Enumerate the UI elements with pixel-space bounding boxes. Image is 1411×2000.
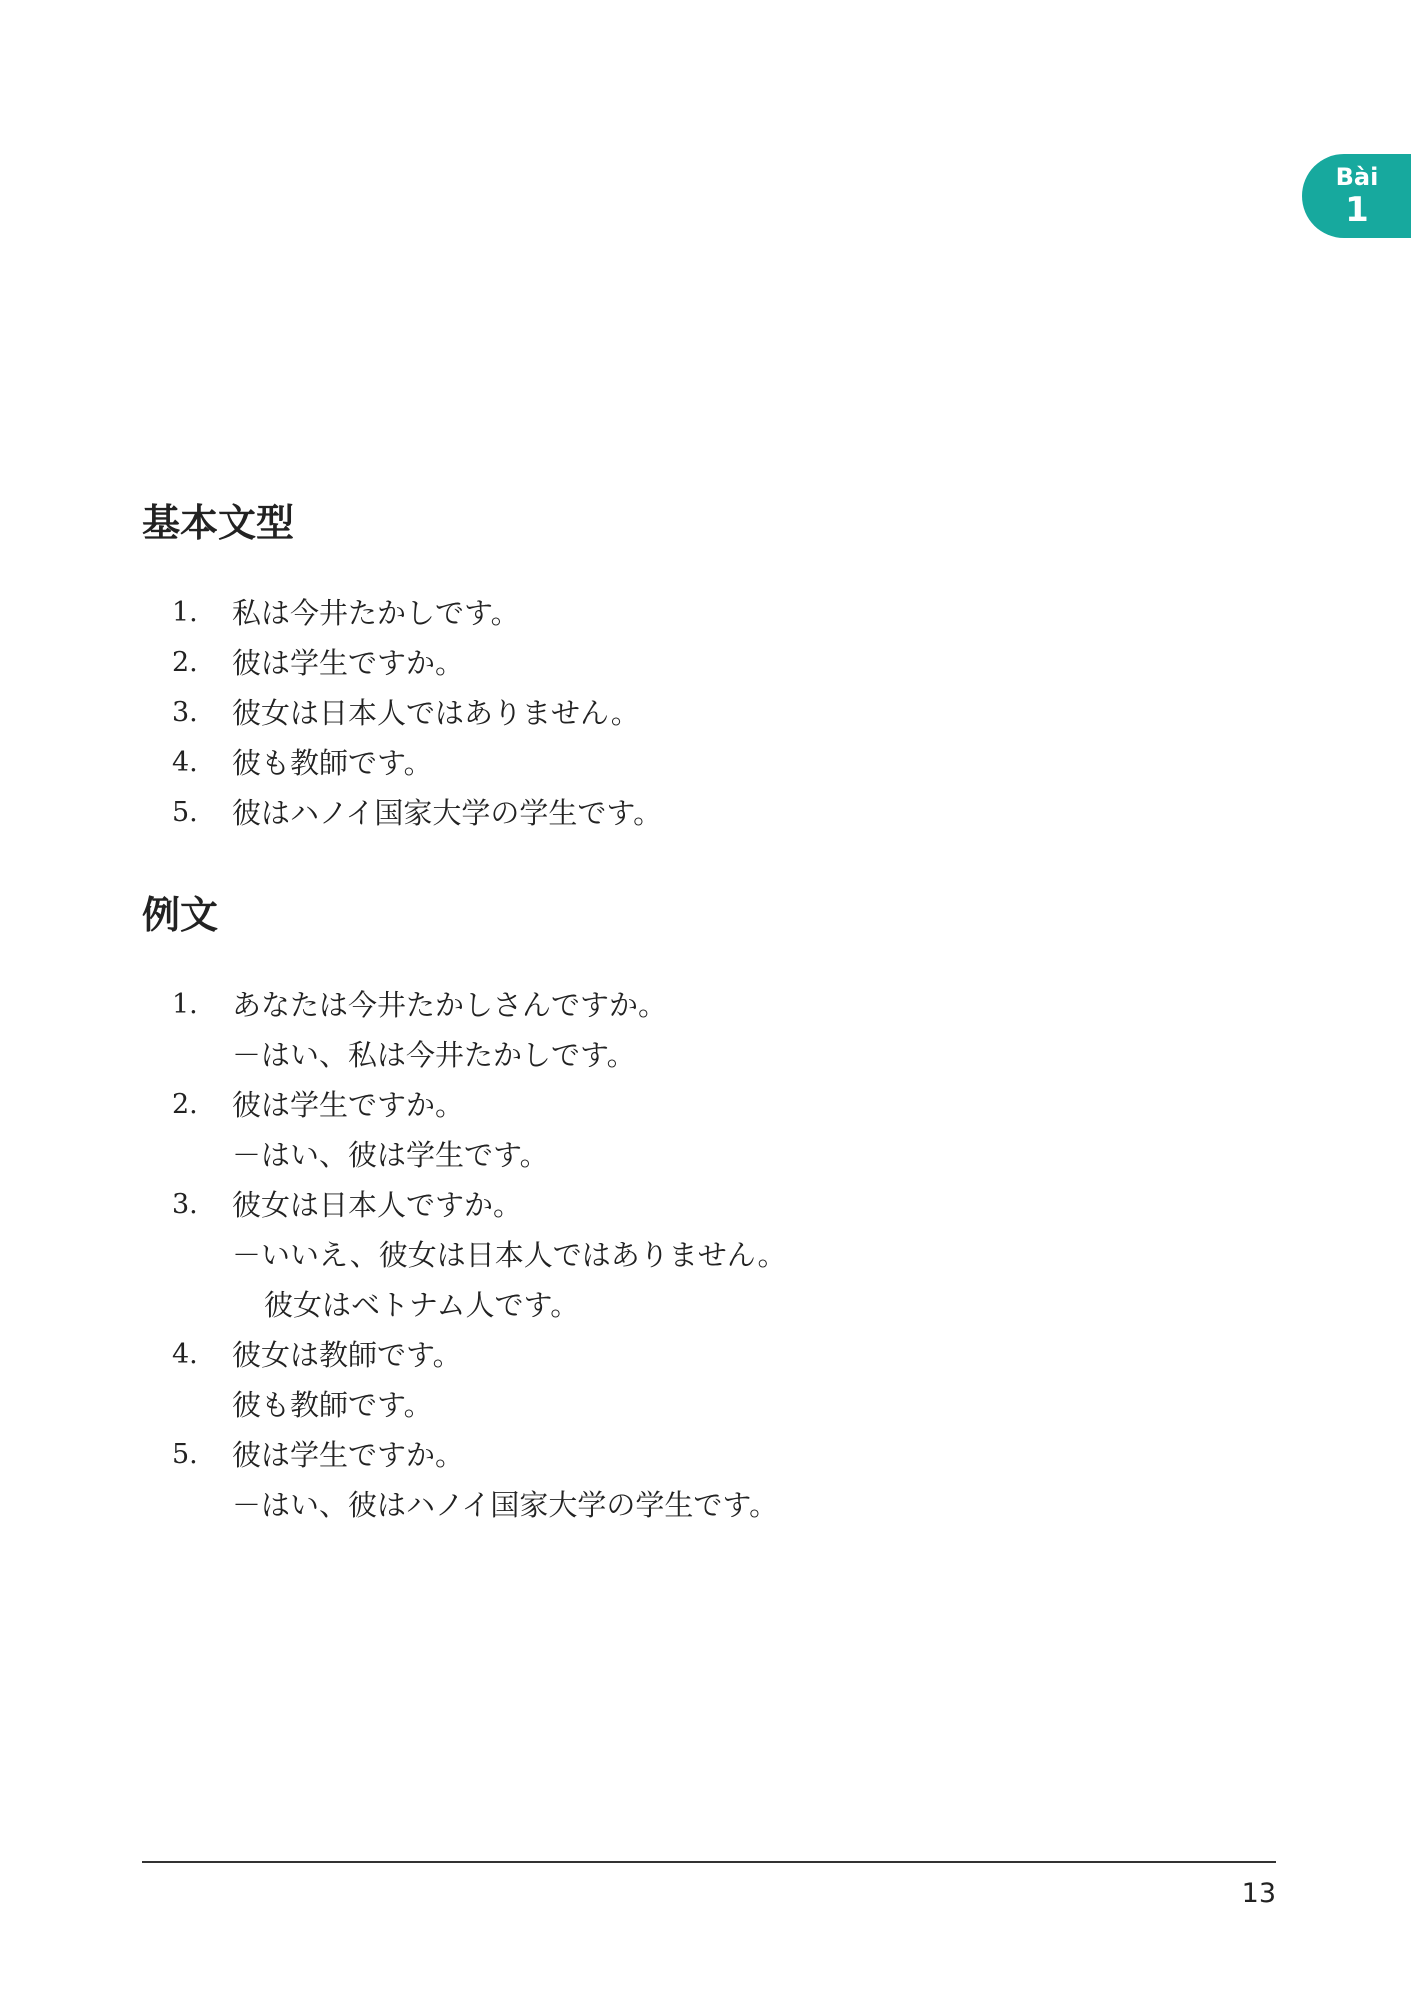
answer-line — [172, 1130, 786, 1180]
sentence-text: 彼女は教師です。 — [232, 1338, 462, 1372]
answer-line — [172, 1480, 786, 1530]
answer-text: －はい、彼はハノイ国家大学の学生です。 — [232, 1488, 779, 1522]
item-number: 4. — [172, 747, 198, 778]
item-number: 3. — [172, 1189, 198, 1220]
item-number: 1. — [172, 597, 198, 628]
sentence-text: 彼女は日本人ではありません。 — [232, 696, 640, 730]
sentence-text: 私は今井たかしです。 — [232, 596, 520, 630]
item-number: 5. — [172, 1439, 198, 1470]
answer-continuation-line — [172, 1280, 786, 1330]
answer-line — [172, 1230, 786, 1280]
answer-text: －はい、彼は学生です。 — [232, 1138, 549, 1172]
item-number: 3. — [172, 697, 198, 728]
lesson-tab-number: 1 — [1345, 190, 1369, 230]
lesson-tab — [1302, 154, 1411, 238]
item-number: 2. — [172, 647, 198, 678]
list-item — [172, 688, 662, 738]
basic-patterns-heading: 基本文型 — [142, 501, 295, 545]
question-text: 彼女は日本人ですか。 — [232, 1188, 523, 1222]
continuation-line — [172, 1380, 786, 1430]
list-item — [172, 638, 662, 688]
answer-line — [172, 1030, 786, 1080]
item-number: 2. — [172, 1089, 198, 1120]
list-item — [172, 788, 662, 838]
answer-text: －いいえ、彼女は日本人ではありません。 — [232, 1238, 787, 1272]
page-number: 13 — [1241, 1878, 1276, 1909]
answer-text: 彼女はベトナム人です。 — [264, 1288, 580, 1322]
item-number: 5. — [172, 797, 198, 828]
sentence-text: 彼も教師です。 — [232, 746, 433, 780]
answer-text: －はい、私は今井たかしです。 — [232, 1038, 636, 1072]
footer-divider — [142, 1861, 1276, 1863]
sentence-text: 彼も教師です。 — [232, 1388, 433, 1422]
list-item — [172, 588, 662, 638]
list-item — [172, 738, 662, 788]
lesson-tab-label: Bài — [1335, 163, 1379, 191]
example-sentences-list — [172, 980, 786, 1530]
list-item — [172, 1330, 786, 1380]
list-item — [172, 1080, 786, 1130]
question-text: 彼は学生ですか。 — [232, 1088, 465, 1122]
sentence-text: 彼はハノイ国家大学の学生です。 — [232, 796, 663, 830]
list-item — [172, 980, 786, 1030]
item-number: 1. — [172, 989, 198, 1020]
question-text: あなたは今井たかしさんですか。 — [232, 988, 668, 1022]
question-text: 彼は学生ですか。 — [232, 1438, 465, 1472]
list-item — [172, 1430, 786, 1480]
sentence-text: 彼は学生ですか。 — [232, 646, 465, 680]
list-item — [172, 1180, 786, 1230]
basic-patterns-list — [172, 588, 662, 838]
example-sentences-heading: 例文 — [142, 893, 219, 937]
item-number: 4. — [172, 1339, 198, 1370]
